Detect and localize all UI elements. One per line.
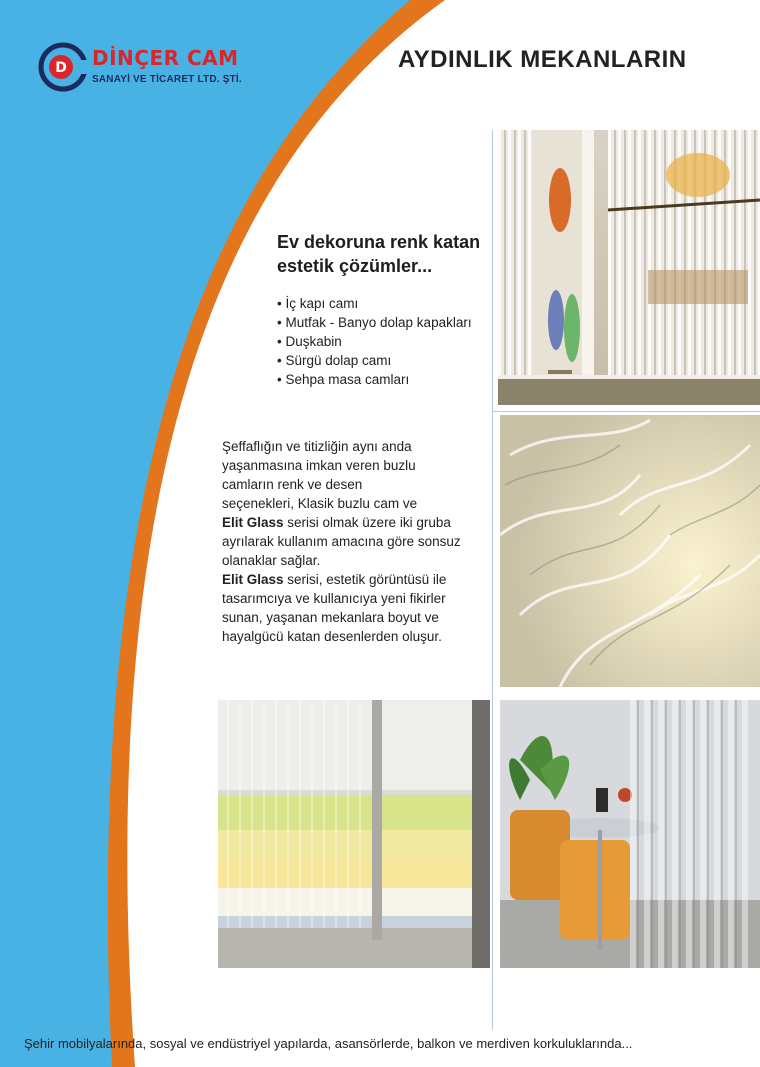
description-text: serisi, estetik görüntüsü ile <box>283 572 447 587</box>
elit-glass-label: Elit Glass <box>222 515 284 530</box>
description-line: hayalgücü katan desenlerden oluşur. <box>222 629 442 644</box>
description-paragraph <box>222 437 492 646</box>
feature-item: • Sürgü dolap camı <box>277 351 497 370</box>
photo-elit-glass-pattern <box>500 415 760 687</box>
svg-text:D: D <box>55 60 67 76</box>
feature-item: • Duşkabin <box>277 332 497 351</box>
headline-line-1: Ev dekoruna renk katan <box>277 232 481 252</box>
photo-cafe-table <box>500 700 760 968</box>
feature-list <box>277 294 497 389</box>
description-line: Şeffaflığın ve titizliğin aynı anda <box>222 439 412 454</box>
brand-subtitle: SANAYİ VE TİCARET LTD. ŞTİ. <box>92 74 242 85</box>
divider-vertical <box>492 130 493 1030</box>
page-title: AYDINLIK MEKANLARIN <box>398 46 687 73</box>
description-line <box>222 570 492 589</box>
logo-emblem-icon <box>38 42 88 92</box>
description-line <box>222 513 492 532</box>
photo-kitchen-cabinet <box>498 130 760 405</box>
footer-caption: Şehir mobilyalarında, sosyal ve endüstriyel yapılarda, asansörlerde, balkon ve merdiven korkuluklarında... <box>24 1036 633 1051</box>
description-text: serisi olmak üzere iki gruba <box>283 515 451 530</box>
company-logo <box>38 42 248 102</box>
photo-wardrobe-towels <box>218 700 490 968</box>
headline-line-2: estetik çözümler... <box>277 256 433 276</box>
description-line: camların renk ve desen <box>222 477 363 492</box>
feature-item: • Mutfak - Banyo dolap kapakları <box>277 313 497 332</box>
description-line: yaşanmasına imkan veren buzlu <box>222 458 416 473</box>
feature-item: • Sehpa masa camları <box>277 370 497 389</box>
divider-horizontal <box>492 411 760 412</box>
description-line: tasarımcıya ve kullanıcıya yeni fikirler <box>222 591 446 606</box>
description-line: olanaklar sağlar. <box>222 553 321 568</box>
description-line: sunan, yaşanan mekanlara boyut ve <box>222 610 439 625</box>
elit-glass-label: Elit Glass <box>222 572 284 587</box>
brand-name: DİNÇER CAM <box>92 46 239 70</box>
description-line: seçenekleri, Klasik buzlu cam ve <box>222 496 418 511</box>
description-line: ayrılarak kullanım amacına göre sonsuz <box>222 534 461 549</box>
intro-headline <box>277 230 492 278</box>
feature-item: • İç kapı camı <box>277 294 497 313</box>
